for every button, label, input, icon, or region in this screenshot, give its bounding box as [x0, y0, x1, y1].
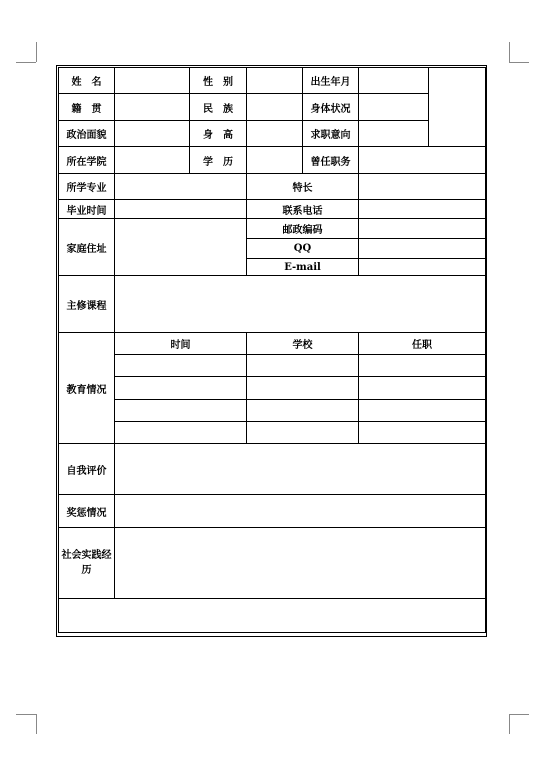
- label-native-place: 籍 贯: [59, 94, 115, 121]
- edu-row-time[interactable]: [115, 400, 247, 422]
- label-awards: 奖惩情况: [59, 495, 115, 528]
- phone-field[interactable]: [359, 200, 486, 219]
- crop-mark-top-left: [36, 42, 37, 62]
- crop-mark-top-right: [509, 42, 510, 62]
- crop-mark-bottom-right: [509, 714, 510, 734]
- label-edu-history: 教育情况: [59, 333, 115, 444]
- major-field[interactable]: [115, 174, 247, 200]
- education-field[interactable]: [247, 147, 303, 174]
- social-practice-field[interactable]: [115, 528, 486, 599]
- label-health: 身体状况: [303, 94, 359, 121]
- awards-field[interactable]: [115, 495, 486, 528]
- label-social-practice: 社会实践经历: [59, 528, 115, 599]
- edu-header-time: 时间: [115, 333, 247, 355]
- edu-row-school[interactable]: [247, 422, 359, 444]
- edu-row-school[interactable]: [247, 355, 359, 377]
- crop-mark-bottom-right: [509, 714, 529, 715]
- label-email: E-mail: [247, 259, 359, 276]
- former-position-field[interactable]: [359, 147, 486, 174]
- label-specialty: 特长: [247, 174, 359, 200]
- label-gender: 性 别: [190, 68, 247, 94]
- height-field[interactable]: [247, 121, 303, 147]
- resume-form-table: [58, 67, 486, 633]
- edu-header-school: 学校: [247, 333, 359, 355]
- footer-row[interactable]: [59, 599, 486, 633]
- label-phone: 联系电话: [247, 200, 359, 219]
- edu-row-position[interactable]: [359, 422, 486, 444]
- address-field[interactable]: [115, 219, 247, 276]
- edu-row-time[interactable]: [115, 422, 247, 444]
- label-former-position: 曾任职务: [303, 147, 359, 174]
- health-field[interactable]: [359, 94, 429, 121]
- job-intention-field[interactable]: [359, 121, 429, 147]
- label-height: 身 高: [190, 121, 247, 147]
- label-address: 家庭住址: [59, 219, 115, 276]
- edu-row-position[interactable]: [359, 377, 486, 400]
- crop-mark-top-right: [509, 62, 529, 63]
- edu-row-time[interactable]: [115, 355, 247, 377]
- postcode-field[interactable]: [359, 219, 486, 239]
- label-self-eval: 自我评价: [59, 444, 115, 495]
- birth-field[interactable]: [359, 68, 429, 94]
- edu-row-position[interactable]: [359, 355, 486, 377]
- qq-field[interactable]: [359, 239, 486, 259]
- label-grad-time: 毕业时间: [59, 200, 115, 219]
- label-name: 姓 名: [59, 68, 115, 94]
- self-eval-field[interactable]: [115, 444, 486, 495]
- edu-row-school[interactable]: [247, 400, 359, 422]
- email-field[interactable]: [359, 259, 486, 276]
- edu-row-time[interactable]: [115, 377, 247, 400]
- label-birth: 出生年月: [303, 68, 359, 94]
- courses-field[interactable]: [115, 276, 486, 333]
- edu-row-position[interactable]: [359, 400, 486, 422]
- label-ethnicity: 民 族: [190, 94, 247, 121]
- photo-box[interactable]: [429, 68, 486, 147]
- gender-field[interactable]: [247, 68, 303, 94]
- grad-time-field[interactable]: [115, 200, 247, 219]
- name-field[interactable]: [115, 68, 190, 94]
- crop-mark-top-left: [16, 62, 36, 63]
- native-place-field[interactable]: [115, 94, 190, 121]
- ethnicity-field[interactable]: [247, 94, 303, 121]
- edu-header-position: 任职: [359, 333, 486, 355]
- school-field[interactable]: [115, 147, 190, 174]
- edu-row-school[interactable]: [247, 377, 359, 400]
- label-education: 学 历: [190, 147, 247, 174]
- label-job-intention: 求职意向: [303, 121, 359, 147]
- label-qq: QQ: [247, 239, 359, 259]
- label-major: 所学专业: [59, 174, 115, 200]
- label-political-status: 政治面貌: [59, 121, 115, 147]
- crop-mark-bottom-left: [36, 714, 37, 734]
- label-school: 所在学院: [59, 147, 115, 174]
- label-courses: 主修课程: [59, 276, 115, 333]
- political-status-field[interactable]: [115, 121, 190, 147]
- crop-mark-bottom-left: [16, 714, 36, 715]
- specialty-field[interactable]: [359, 174, 486, 200]
- label-postcode: 邮政编码: [247, 219, 359, 239]
